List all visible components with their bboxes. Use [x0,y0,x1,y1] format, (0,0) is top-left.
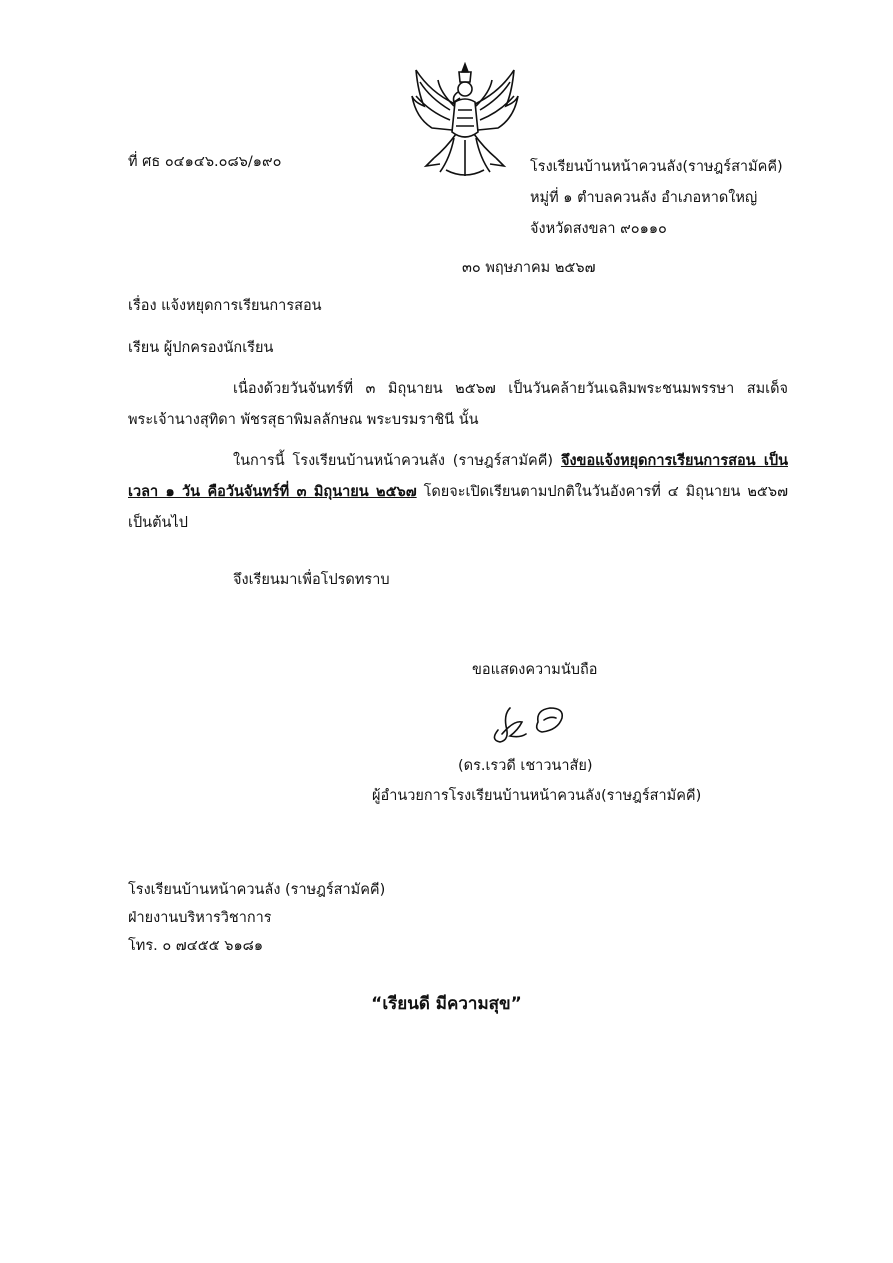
closing-line: จึงเรียนมาเพื่อโปรดทราบ [233,572,390,588]
signatory-position: ผู้อำนวยการโรงเรียนบ้านหน้าควนลัง(ราษฎร์สามัคคี) [372,788,702,804]
school-address-line: หมู่ที่ ๑ ตำบลควนลัง อำเภอหาดใหญ่ [530,190,758,206]
footer-department: ฝ่ายงานบริหารวิชาการ [128,910,272,926]
footer-office: โรงเรียนบ้านหน้าควนลัง (ราษฎร์สามัคคี) [128,882,386,898]
body-paragraph-2 [128,446,788,539]
school-motto: “เรียนดี มีความสุข” [371,994,522,1014]
reference-number: ที่ ศธ ๐๔๑๔๖.๐๘๖/๑๙๐ [128,154,282,170]
signature-icon [488,700,578,748]
school-name: โรงเรียนบ้านหน้าควนลัง(ราษฎร์สามัคคี) [530,159,783,175]
school-province: จังหวัดสงขลา ๙๐๑๑๐ [530,221,667,237]
body-paragraph-1 [128,374,788,436]
school-address [530,152,870,245]
paragraph-2-rest: โดยจะเปิดเรียนตามปกติในวันอังคารที่ ๔ มิถุนายน ๒๕๖๗ เป็นต้นไป [128,484,788,531]
regards: ขอแสดงความนับถือ [472,662,598,678]
signatory-name: (ดร.เรวดี เชาวนาสัย) [458,758,593,774]
paragraph-2-emphasis: จึงขอแจ้งหยุดการเรียนการสอน เป็นเวลา ๑ วัน คือวันจันทร์ที่ ๓ มิถุนายน ๒๕๖๗ [128,453,788,500]
paragraph-2-intro: ในการนี้ โรงเรียนบ้านหน้าควนลัง (ราษฎร์สามัคคี) [233,453,561,469]
paragraph-1-text: เนื่องด้วยวันจันทร์ที่ ๓ มิถุนายน ๒๕๖๗ เป็นวันคล้ายวันเฉลิมพระชนมพรรษา สมเด็จพระเจ้านางสุทิดา พัชรสุธาพิมลลักษณ พระบรมราชินี นั้น [128,381,788,428]
letter-date: ๓๐ พฤษภาคม ๒๕๖๗ [462,260,596,276]
salutation: เรียน ผู้ปกครองนักเรียน [128,340,274,356]
subject-line: เรื่อง แจ้งหยุดการเรียนการสอน [128,298,322,314]
garuda-emblem-icon [410,62,520,180]
footer-phone: โทร. ๐ ๗๔๕๕ ๖๑๘๑ [128,938,264,954]
